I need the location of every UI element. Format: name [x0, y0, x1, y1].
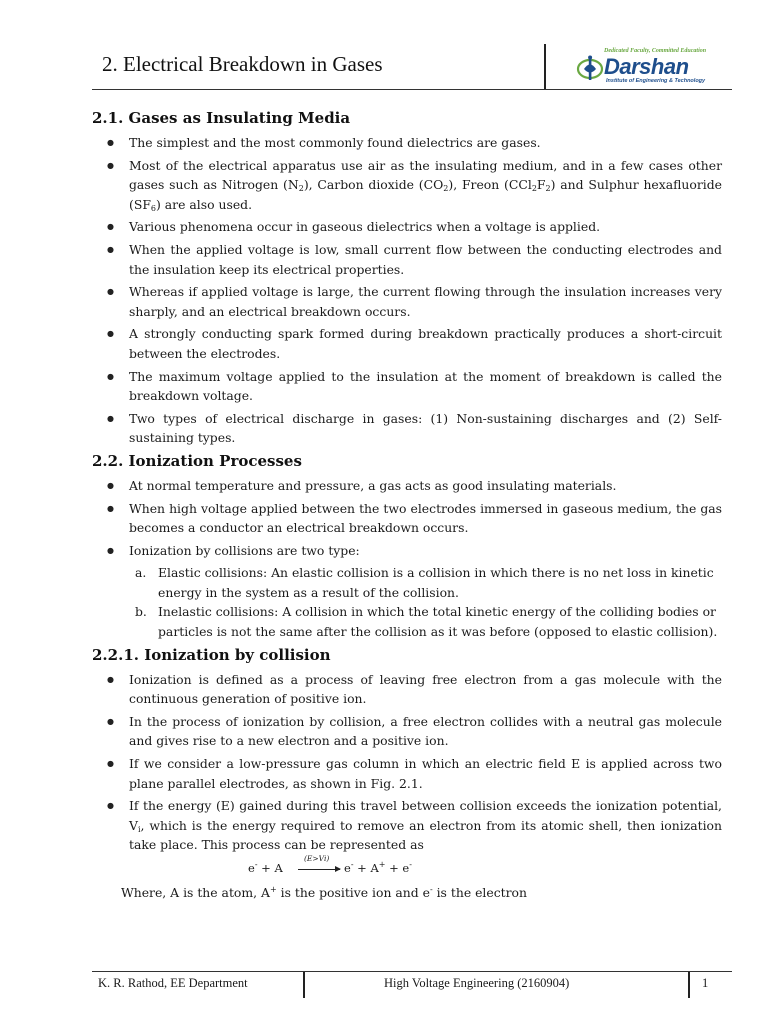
- sub-list-text: Inelastic collisions: A collision in which the total kinetic energy of the colliding bodies or particles is not the same after the collision as it was before (opposed to elastic collision).: [158, 604, 718, 640]
- reaction-arrow-icon: [298, 869, 340, 870]
- eq-term: + A: [353, 861, 379, 875]
- list-item-text: ), Freon (CCl: [448, 177, 532, 193]
- subscript: 2: [443, 184, 449, 194]
- legend-text: is the electron: [432, 885, 527, 900]
- list-item-text: If the energy (E) gained during this travel between collision exceeds the ionization potential, V: [129, 798, 722, 833]
- eq-term: + A: [257, 861, 283, 875]
- list-item: ● The simplest and the most commonly found dielectrics are gases.: [92, 133, 722, 153]
- section-2-1-list: [92, 133, 722, 448]
- section-2-2-list: [92, 476, 722, 560]
- list-item-text: ), Carbon dioxide (CO: [303, 177, 444, 193]
- eq-sup: -: [409, 860, 412, 869]
- logo-name: Darshan: [604, 54, 689, 79]
- logo-subtitle: Institute of Engineering & Technology: [606, 78, 706, 84]
- list-item: ● If we consider a low-pressure gas column in which an electric field E is applied across two plane parallel electrodes, as shown in Fig. 2.1.: [92, 754, 722, 793]
- legend-text: Where, A is the atom, A: [121, 885, 270, 900]
- eq-term: e: [344, 861, 351, 875]
- equation-condition: (E>Vi): [304, 854, 330, 863]
- list-item: ● When the applied voltage is low, small current flow between the conducting electrodes and the insulation keep its electrical properties.: [92, 240, 722, 279]
- darshan-logo-icon: [576, 54, 604, 82]
- legend-text: is the positive ion and e: [276, 885, 430, 900]
- page-number: 1: [702, 976, 709, 990]
- darshan-logo: [576, 48, 716, 86]
- equation-right: [344, 861, 412, 875]
- list-item-text: , which is the energy required to remove an electron from its atomic shell, then ionization take place. This process can be represented as: [129, 817, 722, 853]
- page-header: [92, 44, 732, 90]
- subscript: i: [137, 824, 141, 834]
- list-item: ● In the process of ionization by collision, a free electron collides with a neutral gas molecule and gives rise to a new electron and a positive ion.: [92, 712, 722, 751]
- subscript: 2: [545, 184, 551, 194]
- list-item: ● Ionization by collisions are two type:: [92, 541, 722, 561]
- footer-author: K. R. Rathod, EE Department: [98, 976, 248, 990]
- footer-divider: [303, 972, 305, 998]
- list-item-text: ) are also used.: [156, 196, 253, 212]
- section-heading-2-2: 2.2. Ionization Processes: [92, 451, 302, 470]
- sub-list-text: Elastic collisions: An elastic collision is a collision in which there is no net loss in kinetic energy in the system as a result of the collision.: [158, 565, 714, 600]
- eq-sup: -: [350, 860, 354, 869]
- subscript: 2: [298, 184, 304, 194]
- list-item: ● Two types of electrical discharge in gases: (1) Non-sustaining discharges and (2) Self-sustaining types.: [92, 409, 722, 448]
- section-heading-2-1: 2.1. Gases as Insulating Media: [92, 109, 351, 127]
- page-content: [92, 108, 722, 903]
- footer-course: High Voltage Engineering (2160904): [384, 976, 570, 990]
- eq-term: + e: [385, 861, 410, 875]
- section-2-2-1-list: [92, 670, 722, 855]
- legend-sup: -: [429, 885, 433, 894]
- sub-list-item: [92, 563, 722, 602]
- list-item: ● When high voltage applied between the two electrodes immersed in gaseous medium, the gas becomes a conductor an electrical breakdown occurs.: [92, 499, 722, 538]
- list-item: ● A strongly conducting spark formed during breakdown practically produces a short-circuit between the electrodes.: [92, 324, 722, 363]
- equation-legend: [92, 883, 722, 903]
- list-item-text: F: [536, 177, 546, 193]
- eq-term: e: [248, 861, 255, 875]
- list-item-text: Most of the electrical apparatus use air as the insulating medium, and in a few cases other gases such as Nitrogen (N: [129, 157, 722, 193]
- equation-left: [248, 861, 283, 875]
- list-item: ● Ionization is defined as a process of leaving free electron from a gas molecule with the continuous generation of positive ion.: [92, 670, 722, 709]
- list-item: ● At normal temperature and pressure, a gas acts as good insulating materials.: [92, 476, 722, 496]
- header-rule: [92, 89, 732, 90]
- list-item: ● Various phenomena occur in gaseous dielectrics when a voltage is applied.: [92, 217, 722, 237]
- section-heading-2-2-1: 2.2.1. Ionization by collision: [92, 645, 331, 664]
- chapter-title: 2. Electrical Breakdown in Gases: [102, 52, 383, 76]
- sub-list-marker: b.: [135, 604, 147, 620]
- eq-sup: +: [378, 860, 386, 869]
- subscript: 6: [150, 203, 157, 213]
- eq-sup: -: [254, 860, 258, 869]
- list-item-text: ) and Sulphur hexafluoride (SF: [129, 177, 722, 212]
- collision-types-list: [92, 563, 722, 641]
- header-divider: [544, 44, 546, 90]
- ionization-equation: [92, 854, 722, 881]
- list-item: [92, 156, 722, 215]
- footer-divider: [688, 972, 690, 998]
- subscript: 2: [531, 184, 537, 194]
- list-item: ● Whereas if applied voltage is large, the current flowing through the insulation increases very sharply, and an electrical breakdown occurs.: [92, 282, 722, 321]
- list-item: ● The maximum voltage applied to the insulation at the moment of breakdown is called the breakdown voltage.: [92, 367, 722, 406]
- list-item: [92, 796, 722, 855]
- footer-rule: [92, 971, 732, 972]
- legend-sup: +: [269, 885, 277, 894]
- logo-tagline: Dedicated Faculty, Committed Education: [604, 48, 707, 54]
- sub-list-item: [92, 602, 722, 641]
- sub-list-marker: a.: [135, 565, 147, 581]
